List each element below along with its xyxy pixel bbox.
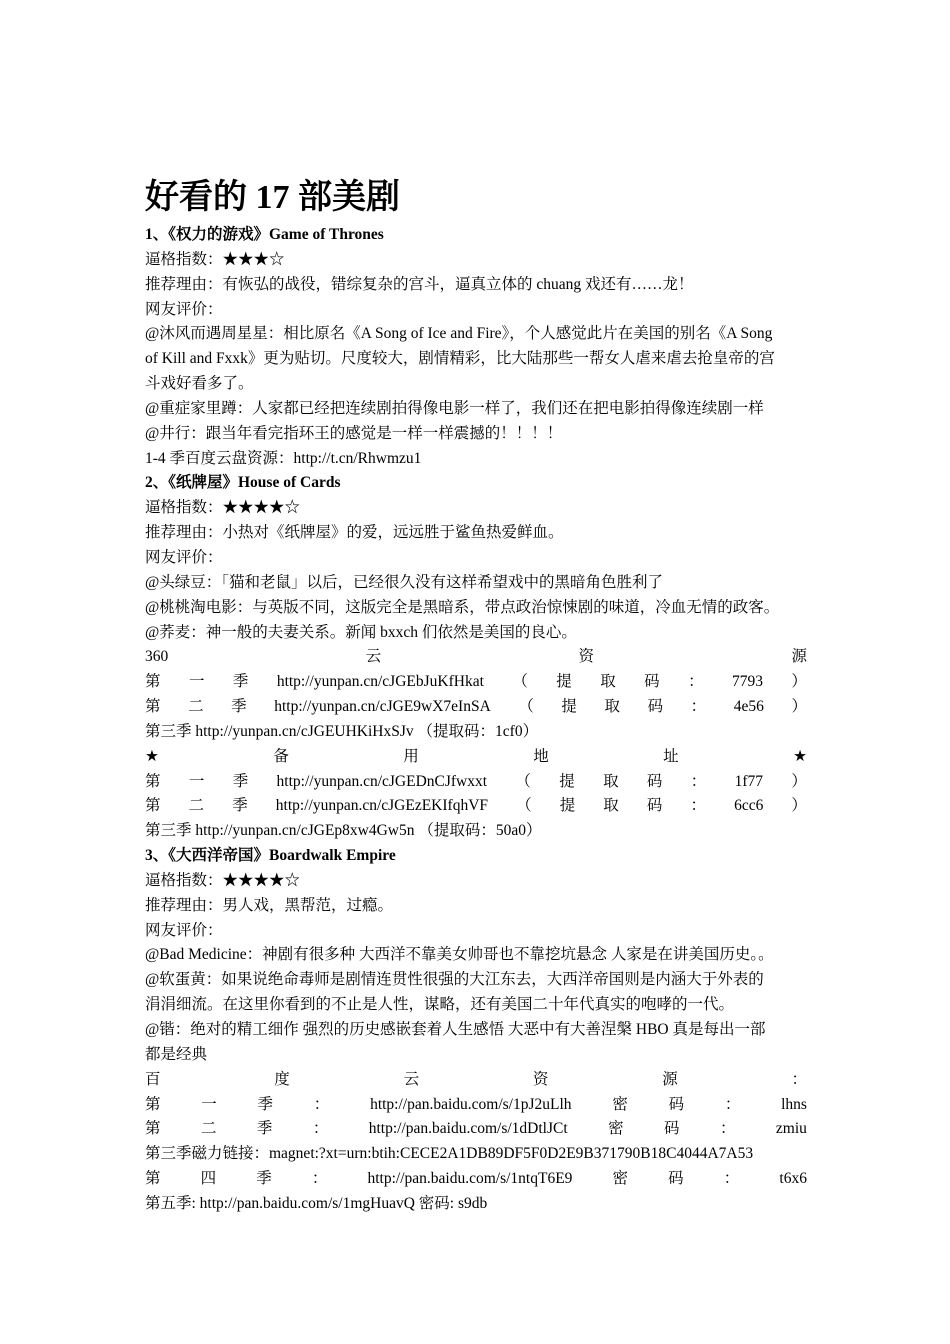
justified-word: 码	[668, 1095, 685, 1113]
section-1-rating: 逼格指数：★★★☆	[145, 250, 285, 268]
justified-word: 云	[403, 1070, 420, 1088]
section-2-backup-heading	[145, 745, 807, 770]
justified-word: 地	[533, 747, 549, 765]
justified-word: 360	[145, 648, 169, 666]
access-code: lhns	[781, 1095, 807, 1113]
justified-word: 云	[365, 648, 382, 666]
justified-word: ：	[312, 1120, 329, 1138]
section-3-heading: 3、《大西洋帝国》Boardwalk Empire	[145, 847, 396, 865]
section-2-rating: 逼格指数：★★★★☆	[145, 499, 301, 517]
justified-word: ：	[313, 1095, 330, 1113]
justified-word: ）	[791, 698, 807, 716]
justified-word: 码	[668, 1170, 684, 1188]
access-code: t6x6	[779, 1170, 807, 1188]
access-code: 4e56	[733, 698, 764, 716]
section-2-season-1-link	[145, 670, 807, 695]
section-3-review-2-line-2: 涓涓细流。在这里你看到的不止是人性，谋略，还有美国二十年代真实的咆哮的一代。	[145, 996, 735, 1014]
section-2-backup-season-1-link	[145, 770, 807, 795]
section-3-season-2-link	[145, 1117, 807, 1142]
justified-word: 码	[664, 1120, 680, 1138]
document-body	[145, 223, 807, 1217]
justified-word: 第	[145, 797, 161, 815]
justified-word: ）	[791, 797, 807, 815]
section-3-season-3-magnet: 第三季磁力链接：magnet:?xt=urn:btih:CECE2A1DB89DF5F0D2E9B371790B18C4044A7A53	[145, 1145, 754, 1163]
section-1-review-3: @井行：跟当年看完指环王的感觉是一样一样震撼的！！！！	[145, 424, 563, 442]
section-2-review-2: @桃桃淘电影：与英版不同，这版完全是黑暗系，带点政治惊悚剧的味道，冷血无情的政客。	[145, 598, 780, 616]
justified-word: 资	[578, 648, 595, 666]
justified-word: ：	[690, 698, 707, 716]
justified-word: 提	[559, 797, 576, 815]
justified-word: 一	[188, 772, 205, 790]
justified-word: ：	[688, 673, 704, 691]
section-3-review-3-line-1: @锴：绝对的精工细作 强烈的历史感嵌套着人生感悟 大恶中有大善涅槃 HBO 真是每出一部	[145, 1021, 766, 1038]
star-icon: ★	[145, 747, 159, 765]
justified-word: ：	[311, 1170, 328, 1188]
section-3-resource-heading	[145, 1068, 807, 1093]
justified-word: 资	[532, 1070, 549, 1088]
justified-word: ：	[723, 1170, 740, 1188]
section-2-reviews-label: 网友评价：	[145, 548, 223, 566]
justified-word: 二	[200, 1120, 217, 1138]
justified-word: 码	[646, 772, 663, 790]
section-1-heading: 1、《权力的游戏》Game of Thrones	[145, 226, 384, 243]
justified-word: 取	[603, 797, 619, 815]
section-3-season-4-link	[145, 1167, 807, 1192]
justified-word: 季	[232, 797, 248, 815]
justified-word: （	[518, 698, 534, 716]
section-1-review-2: @重症家里蹲：人家都已经把连续剧拍得像电影一样了，我们还在把电影拍得像连续剧一样	[145, 399, 764, 417]
link-url: http://yunpan.cn/cJGEbJuKfHkat	[276, 673, 484, 691]
page-title: 好看的 17 部美剧	[145, 179, 400, 216]
link-url: http://pan.baidu.com/s/1ntqT6E9	[367, 1170, 573, 1188]
justified-word: 用	[403, 747, 419, 765]
access-code: 6cc6	[734, 797, 764, 815]
link-url: http://pan.baidu.com/s/1dDtlJCt	[368, 1120, 568, 1138]
justified-word: ：	[791, 1070, 807, 1088]
justified-word: 四	[200, 1170, 217, 1188]
section-1-review-1-line-3: 斗戏好看多了。	[145, 375, 254, 393]
link-url: http://yunpan.cn/cJGEDnCJfwxxt	[276, 772, 488, 790]
star-icon: ★	[793, 747, 807, 765]
justified-word: 址	[663, 747, 679, 765]
section-2-backup-season-3-link: 第三季 http://yunpan.cn/cJGEp8xw4Gw5n （提取码：50a0）	[145, 822, 542, 840]
justified-word: 取	[604, 698, 621, 716]
justified-word: 提	[561, 698, 577, 716]
justified-word: 码	[644, 673, 660, 691]
access-code: 7793	[732, 673, 763, 691]
section-3-season-5-link: 第五季: http://pan.baidu.com/s/1mgHuavQ 密码: s9db	[145, 1194, 488, 1212]
section-3-reviews-label: 网友评价：	[145, 921, 223, 939]
section-3-reason: 推荐理由：男人戏，黑帮范，过瘾。	[145, 896, 394, 914]
justified-word: ：	[690, 797, 706, 815]
justified-word: 第	[145, 772, 161, 790]
justified-word: 季	[232, 772, 249, 790]
justified-word: ）	[791, 673, 807, 691]
justified-word: （	[512, 673, 528, 691]
justified-word: ）	[791, 772, 807, 790]
justified-word: （	[516, 797, 532, 815]
justified-word: 第	[145, 698, 161, 716]
section-1-review-1-line-1: @沐风而遇周星星：相比原名《A Song of Ice and Fire》，个人感觉此片在美国的别名《A Song	[145, 325, 773, 343]
link-url: http://pan.baidu.com/s/1pJ2uLlh	[370, 1095, 572, 1113]
link-url: http://yunpan.cn/cJGE9wX7eInSA	[274, 698, 491, 716]
access-code: zmiu	[775, 1120, 807, 1138]
justified-word: 一	[201, 1095, 217, 1113]
justified-word: 季	[256, 1170, 272, 1188]
justified-word: （	[515, 772, 531, 790]
section-2-review-1: @头绿豆：「猫和老鼠」以后，已经很久没有这样希望戏中的黑暗角色胜利了	[145, 573, 664, 591]
justified-word: 季	[256, 1120, 273, 1138]
justified-word: 提	[556, 673, 572, 691]
justified-word: 第	[145, 1095, 161, 1113]
justified-word: ：	[724, 1095, 741, 1113]
justified-word: 码	[646, 797, 663, 815]
section-2-season-3-link: 第三季 http://yunpan.cn/cJGEUHKiHxSJv （提取码：1cf0）	[145, 722, 539, 740]
justified-word: 码	[647, 698, 664, 716]
section-2-season-2-link	[145, 695, 807, 720]
justified-word: 第	[145, 1120, 161, 1138]
justified-word: 取	[600, 673, 616, 691]
link-url: http://yunpan.cn/cJGEzEKIfqhVF	[275, 797, 489, 815]
justified-word: 源	[662, 1070, 678, 1088]
section-2-resource-heading	[145, 645, 807, 670]
justified-word: 密	[608, 1120, 624, 1138]
justified-word: 二	[188, 797, 205, 815]
access-code: 1f77	[734, 772, 764, 790]
justified-word: 备	[273, 747, 289, 765]
justified-word: 源	[791, 648, 807, 666]
justified-word: ：	[719, 1120, 736, 1138]
section-1-reviews-label: 网友评价：	[145, 300, 223, 318]
section-1-resource: 1-4 季百度云盘资源：http://t.cn/Rhwmzu1	[145, 449, 422, 467]
justified-word: 度	[274, 1070, 290, 1088]
section-3-season-1-link	[145, 1093, 807, 1118]
justified-word: ：	[690, 772, 707, 790]
justified-word: 二	[188, 698, 204, 716]
section-1-review-1-line-2: of Kill and Fxxk》更为贴切。尺度较大，剧情精彩，比大陆那些一帮女人虐来虐去抢皇帝的宫	[145, 350, 775, 368]
justified-word: 提	[559, 772, 575, 790]
justified-word: 一	[188, 673, 205, 691]
justified-word: 第	[145, 1170, 161, 1188]
section-3-review-3-line-2: 都是经典	[145, 1045, 208, 1063]
justified-word: 取	[603, 772, 619, 790]
justified-word: 季	[257, 1095, 274, 1113]
section-2-review-3: @荞麦：神一般的夫妻关系。新闻 bxxch 们依然是美国的良心。	[145, 623, 577, 641]
section-3-review-2-line-1: @软蛋黄：如果说绝命毒师是剧情连贯性很强的大江东去，大西洋帝国则是内涵大于外表的	[145, 971, 764, 989]
section-2-heading: 2、《纸牌屋》House of Cards	[145, 474, 341, 492]
section-3-review-1: @Bad Medicine：神剧有很多种 大西洋不靠美女帅哥也不靠挖坑悬念 人家是在讲美国历史。。	[145, 946, 774, 964]
section-3-rating: 逼格指数：★★★★☆	[145, 871, 301, 889]
justified-word: 密	[612, 1095, 628, 1113]
section-2-reason: 推荐理由：小热对《纸牌屋》的爱，远远胜于鲨鱼热爱鲜血。	[145, 524, 564, 542]
section-1-reason: 推荐理由：有恢弘的战役，错综复杂的宫斗，逼真立体的 chuang 戏还有……龙！	[145, 275, 694, 293]
justified-word: 季	[231, 698, 247, 716]
section-2-backup-season-2-link	[145, 794, 807, 819]
justified-word: 季	[232, 673, 249, 691]
justified-word: 密	[612, 1170, 629, 1188]
justified-word: 百	[145, 1070, 161, 1088]
justified-word: 第	[145, 673, 161, 691]
